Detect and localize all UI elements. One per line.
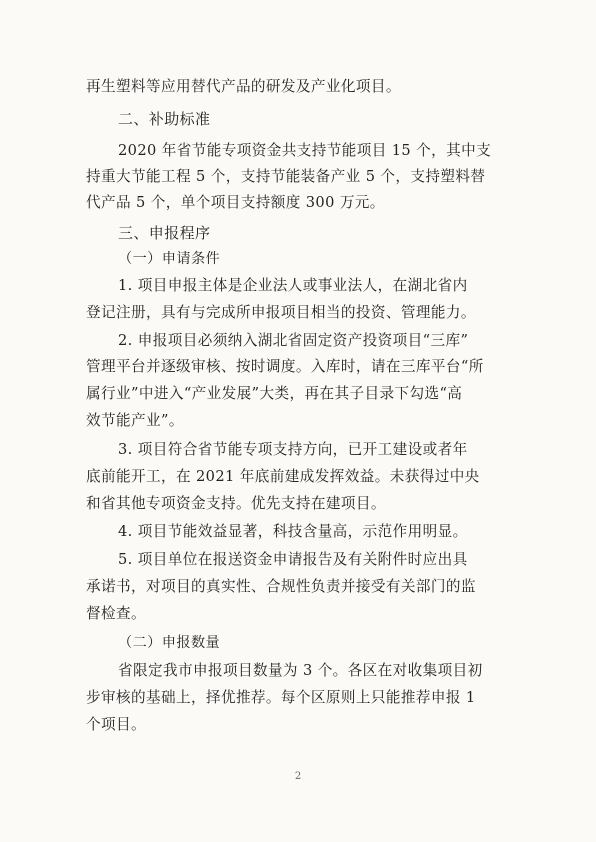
text-line: 和省其他专项资金支持。优先支持在建项目。	[86, 495, 386, 512]
subsection-heading: （二）申报数量	[118, 635, 221, 651]
section-heading: 三、申报程序	[118, 224, 211, 242]
text-line: 底前能开工，在 2021 年底前建成发挥效益。未获得过中央	[86, 468, 480, 485]
text-line: 1. 项目申报主体是企业法人或事业法人，在湖北省内	[118, 277, 468, 294]
text-line: 持重大节能工程 5 个，支持节能装备产业 5 个，支持塑料替	[86, 168, 486, 185]
text-line: 5. 项目单位在报送资金申请报告及有关附件时应出具	[118, 551, 468, 568]
text-line: 管理平台并逐级审核、按时调度。入库时，请在三库平台“所	[86, 358, 484, 375]
text-line: 个项目。	[86, 716, 146, 733]
text-line: 步审核的基础上，择优推荐。每个区原则上只能推荐申报 1	[86, 689, 476, 706]
text-line: 再生塑料等应用替代产品的研发及产业化项目。	[86, 78, 401, 95]
text-line: 代产品 5 个，单个项目支持额度 300 万元。	[86, 194, 385, 211]
text-line: 属行业”中进入“产业发展”大类，再在其子目录下勾选“高	[86, 385, 463, 402]
page-number: 2	[294, 771, 302, 782]
subsection-heading: （一）申请条件	[118, 251, 221, 267]
text-line: 省限定我市申报项目数量为 3 个。各区在对收集项目初	[118, 662, 483, 679]
text-line: 登记注册，具有与完成所申报项目相当的投资、管理能力。	[86, 304, 476, 321]
text-line: 效节能产业”。	[86, 412, 184, 429]
text-line: 2020 年省节能专项资金共支持节能项目 15 个，其中支	[118, 142, 492, 159]
text-line: 4. 项目节能效益显著，科技含量高，示范作用明显。	[118, 523, 468, 540]
text-line: 督检查。	[86, 605, 146, 622]
section-heading: 二、补助标准	[118, 110, 211, 128]
text-line: 2. 申报项目必须纳入湖北省固定资产投资项目“三库”	[118, 332, 469, 349]
text-line: 3. 项目符合省节能专项支持方向，已开工建设或者年	[118, 441, 468, 458]
text-line: 承诺书，对项目的真实性、合规性负责并接受有关部门的监	[86, 578, 476, 595]
